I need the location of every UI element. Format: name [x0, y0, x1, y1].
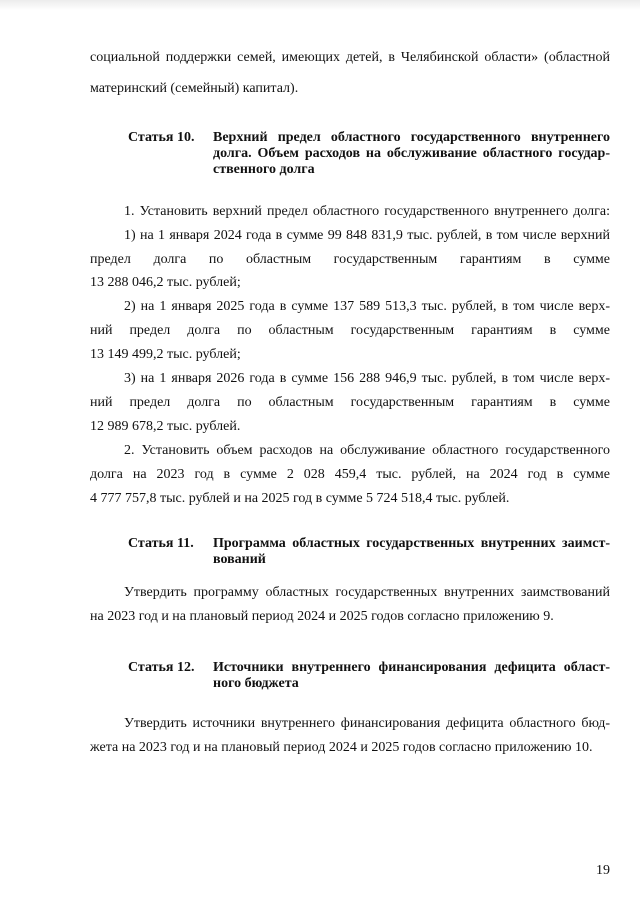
- intro-line-2: материнский (семейный) капитал).: [90, 81, 299, 96]
- article-10-item-2-line-1: 2) на 1 января 2025 года в сумме 137 589 513,3 тыс. рублей, в том числе верх-: [124, 299, 610, 314]
- article-10-title: [213, 130, 610, 178]
- article-11-title-line-2: вований: [213, 552, 266, 567]
- article-11-para-line-2: на 2023 год и на плановый период 2024 и 2025 годов согласно приложению 9.: [90, 609, 554, 624]
- article-12-title-line-2: ного бюджета: [213, 676, 299, 691]
- article-10-para-2-line-1: 2. Установить объем расходов на обслуживание областного государственного: [124, 443, 610, 458]
- article-10-title-line-2: долга. Объем расходов на обслуживание областного государ-: [213, 146, 610, 161]
- article-10-para-2-line-3: 4 777 757,8 тыс. рублей и на 2025 год в сумме 5 724 518,4 тыс. рублей.: [90, 491, 510, 506]
- article-12-para-line-2: жета на 2023 год и на плановый период 2024 и 2025 годов согласно приложению 10.: [90, 740, 593, 755]
- article-10-para-1: 1. Установить верхний предел областного государственного внутреннего долга:: [124, 204, 610, 219]
- article-10-item-3-line-3: 12 989 678,2 тыс. рублей.: [90, 419, 241, 434]
- article-10-title-line-3: ственного долга: [213, 162, 315, 177]
- article-10-item-1-line-2: предел долга по областным государственным гарантиям в сумме: [90, 252, 610, 267]
- article-10-item-2-line-2: ний предел долга по областным государственным гарантиям в сумме: [90, 323, 610, 338]
- scan-top-shadow: [0, 0, 640, 10]
- article-12-title: [213, 660, 610, 692]
- page-number: 19: [596, 863, 610, 878]
- article-10-item-1-line-1: 1) на 1 января 2024 года в сумме 99 848 831,9 тыс. рублей, в том числе верхний: [124, 228, 610, 243]
- article-12-para-line-1: Утвердить источники внутреннего финансирования дефицита областного бюд-: [124, 716, 610, 731]
- article-12-label: Статья 12.: [128, 660, 195, 675]
- article-11-para-line-1: Утвердить программу областных государственных внутренних заимствований: [124, 585, 610, 600]
- article-10-item-3-line-2: ний предел долга по областным государственным гарантиям в сумме: [90, 395, 610, 410]
- article-11-title: [213, 536, 610, 568]
- article-10-item-2-line-3: 13 149 499,2 тыс. рублей;: [90, 347, 241, 362]
- article-10-title-line-1: Верхний предел областного государственного внутреннего: [213, 130, 610, 145]
- article-10-item-1-line-3: 13 288 046,2 тыс. рублей;: [90, 275, 241, 290]
- article-11-title-line-1: Программа областных государственных внутренних заимст-: [213, 536, 610, 551]
- article-10-para-2-line-2: долга на 2023 год в сумме 2 028 459,4 тыс. рублей, на 2024 год в сумме: [90, 467, 610, 482]
- article-11-label: Статья 11.: [128, 536, 194, 551]
- intro-line-1: социальной поддержки семей, имеющих детей, в Челябинской области» (областной: [90, 50, 610, 65]
- article-10-label: Статья 10.: [128, 130, 195, 145]
- article-10-item-3-line-1: 3) на 1 января 2026 года в сумме 156 288 946,9 тыс. рублей, в том числе верх-: [124, 371, 610, 386]
- article-12-title-line-1: Источники внутреннего финансирования дефицита област-: [213, 660, 610, 675]
